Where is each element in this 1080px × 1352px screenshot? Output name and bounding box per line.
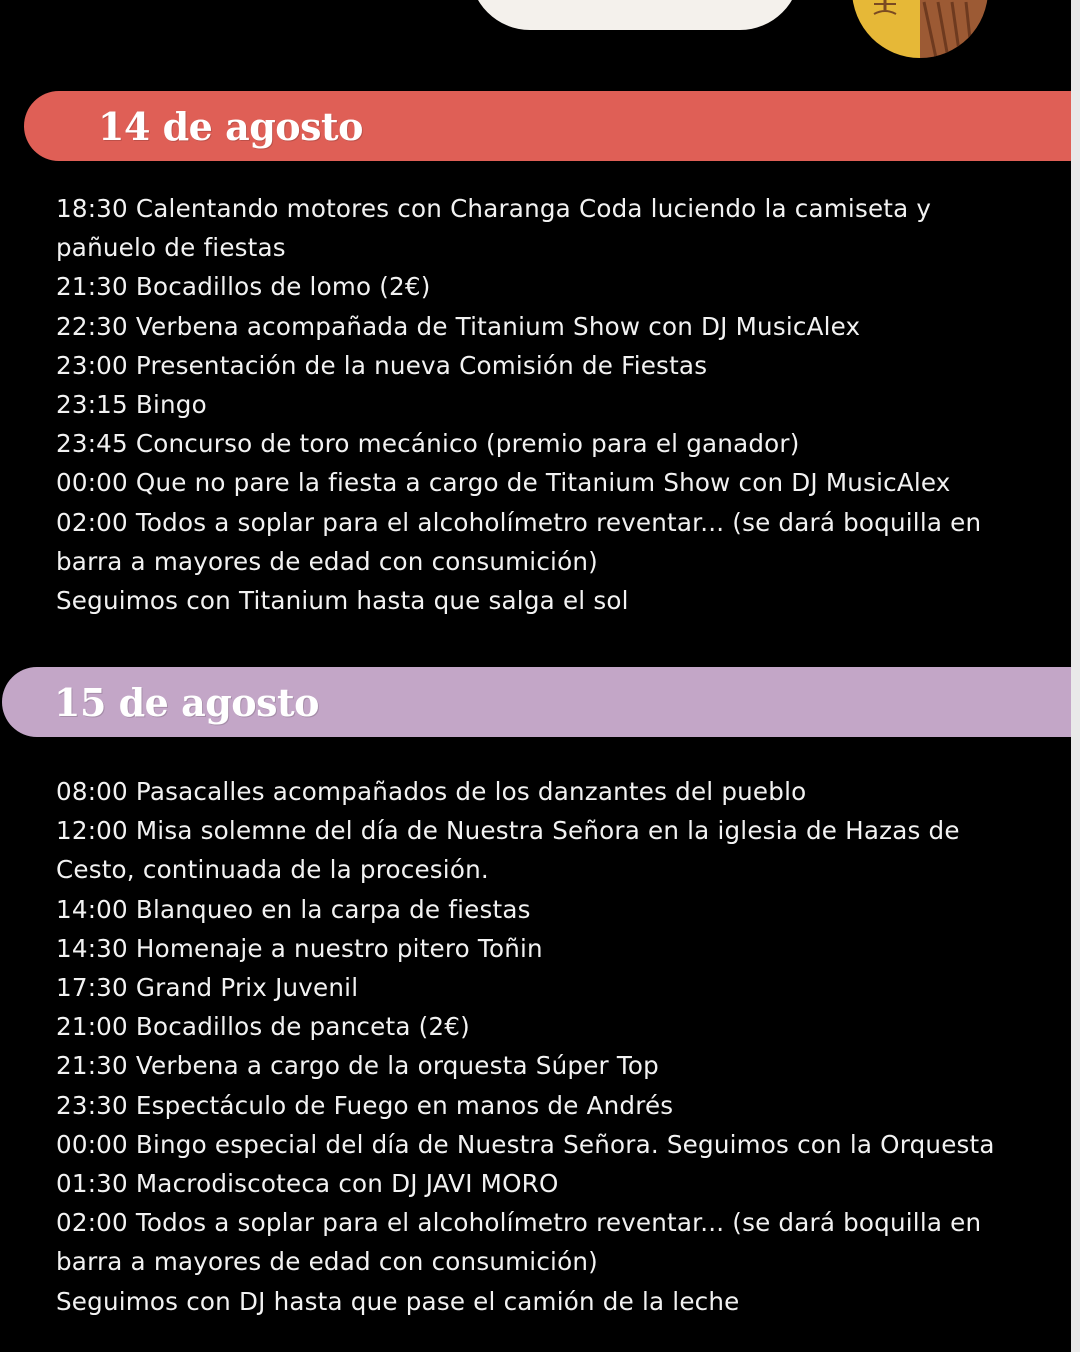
schedule-line: 21:30 Bocadillos de lomo (2€): [56, 272, 431, 302]
schedule-line: 23:00 Presentación de la nueva Comisión de Fiestas: [56, 350, 708, 380]
schedule-line: 14:30 Homenaje a nuestro pitero Toñin: [56, 933, 543, 963]
schedule-line: 12:00 Misa solemne del día de Nuestra Señora en la iglesia de Hazas de: [56, 816, 960, 846]
schedule-line: barra a mayores de edad con consumición): [56, 1247, 598, 1277]
day-15-schedule: [56, 772, 1046, 1321]
schedule-line: 23:30 Espectáculo de Fuego en manos de Andrés: [56, 1090, 674, 1120]
schedule-line: Seguimos con Titanium hasta que salga el sol: [56, 586, 629, 616]
day-14-schedule: [56, 189, 1046, 620]
schedule-line: Seguimos con DJ hasta que pase el camión de la leche: [56, 1286, 740, 1316]
schedule-line: pañuelo de fiestas: [56, 233, 286, 263]
schedule-line: 17:30 Grand Prix Juvenil: [56, 973, 359, 1003]
day-15-banner: [2, 667, 1072, 737]
schedule-line: 14:00 Blanqueo en la carpa de fiestas: [56, 894, 531, 924]
schedule-line: 02:00 Todos a soplar para el alcoholímetro reventar... (se dará boquilla en: [56, 1208, 982, 1238]
day-14-banner: [24, 91, 1072, 161]
top-info-pill: [470, 0, 800, 30]
schedule-line: barra a mayores de edad con consumición): [56, 546, 598, 576]
schedule-line: 21:30 Verbena a cargo de la orquesta Súper Top: [56, 1051, 659, 1081]
schedule-line: 00:00 Bingo especial del día de Nuestra Señora. Seguimos con la Orquesta: [56, 1129, 995, 1159]
festival-logo-icon: [852, 0, 988, 58]
schedule-line: 22:30 Verbena acompañada de Titanium Show con DJ MusicAlex: [56, 311, 861, 341]
schedule-line: 01:30 Macrodiscoteca con DJ JAVI MORO: [56, 1169, 559, 1199]
schedule-line: 23:45 Concurso de toro mecánico (premio para el ganador): [56, 429, 800, 459]
schedule-line: 00:00 Que no pare la fiesta a cargo de Titanium Show con DJ MusicAlex: [56, 468, 951, 498]
schedule-line: 02:00 Todos a soplar para el alcoholímetro reventar... (se dará boquilla en: [56, 507, 982, 537]
schedule-line: 21:00 Bocadillos de panceta (2€): [56, 1012, 470, 1042]
day-15-title: 15 de agosto: [54, 679, 319, 725]
schedule-line: 23:15 Bingo: [56, 390, 207, 420]
schedule-line: 18:30 Calentando motores con Charanga Coda luciendo la camiseta y: [56, 194, 932, 223]
day-14-title: 14 de agosto: [98, 103, 363, 149]
schedule-line: Cesto, continuada de la procesión.: [56, 855, 489, 885]
schedule-line: 08:00 Pasacalles acompañados de los danzantes del pueblo: [56, 777, 807, 806]
scrollbar[interactable]: [1071, 0, 1080, 1352]
